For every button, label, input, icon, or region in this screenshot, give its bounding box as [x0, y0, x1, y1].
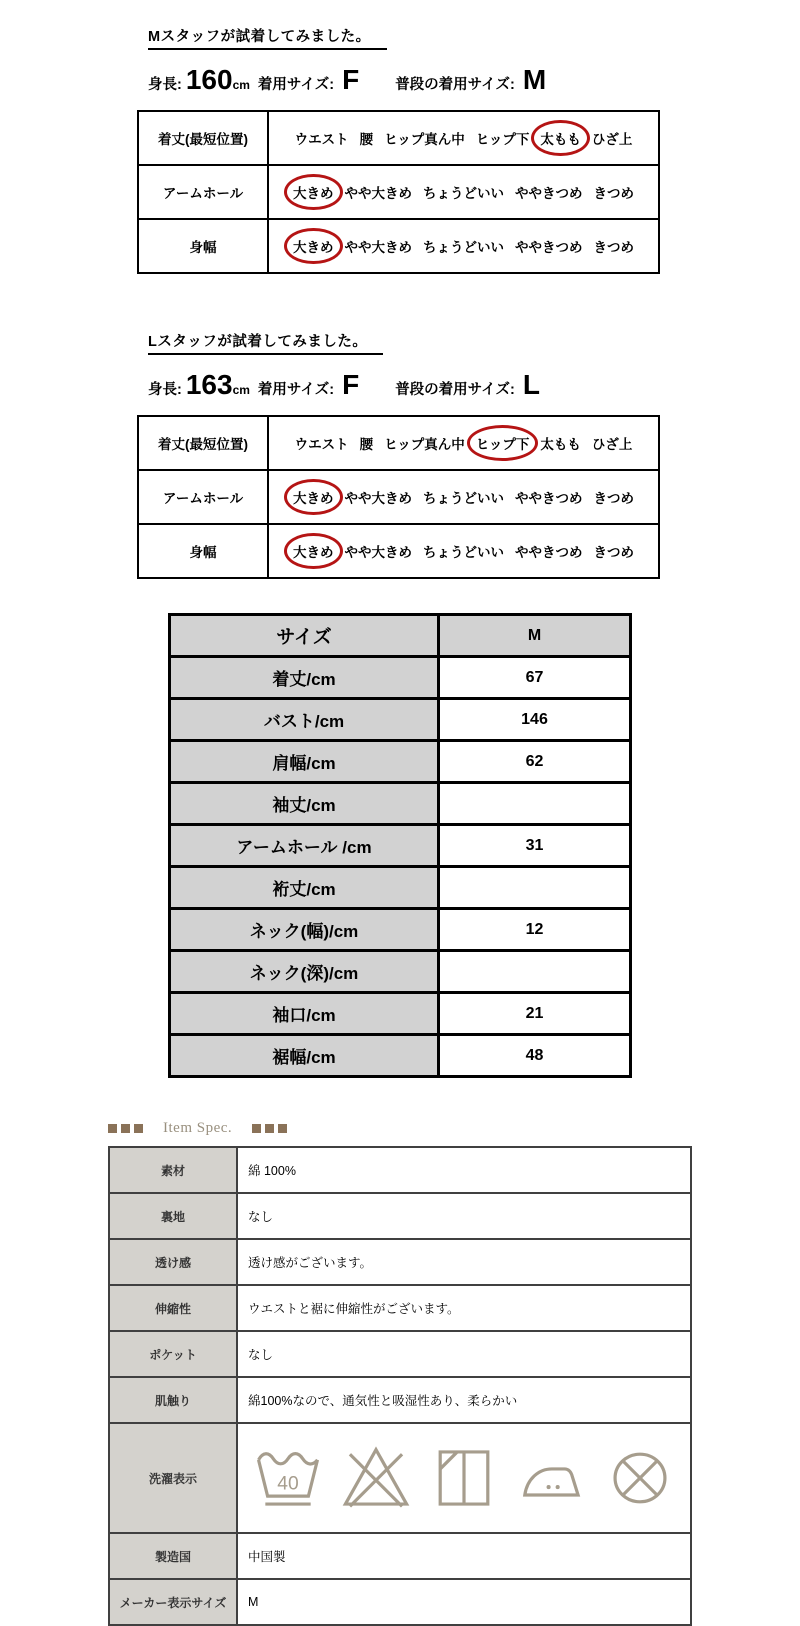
spec-table-row [110, 1284, 690, 1330]
fit-row-options [269, 471, 658, 523]
spec-table-row [110, 1192, 690, 1238]
fit-option: きつめ [593, 186, 634, 201]
size-row-value [440, 868, 629, 907]
size-row-label: ネック(深)/cm [171, 952, 440, 991]
size-row-value: 67 [440, 658, 629, 697]
item-spec-table [108, 1146, 692, 1626]
size-row-label: ネック(幅)/cm [171, 910, 440, 949]
fit-row-options [269, 417, 658, 469]
fit-option: ややきつめ [515, 545, 583, 560]
fit-option: やや大きめ [344, 491, 412, 506]
height-label: 身長: [148, 77, 182, 93]
spec-row-label: 洗濯表示 [110, 1424, 238, 1532]
fit-row-label: 身幅 [139, 525, 269, 577]
fit-option-circled: 大きめ [293, 541, 334, 561]
size-row-label: 着丈/cm [171, 658, 440, 697]
size-row-value [440, 952, 629, 991]
decor-squares-left-icon [108, 1124, 143, 1133]
spec-row-value: 綿100%なので、通気性と吸湿性あり、柔らかい [238, 1378, 690, 1422]
item-spec-title: Item Spec. [163, 1120, 233, 1136]
wear-size-value: F [342, 369, 360, 400]
fit-row-label: 着丈(最短位置) [139, 417, 269, 469]
spec-table-row [110, 1376, 690, 1422]
fit-option: ややきつめ [515, 186, 583, 201]
spec-row-label: 素材 [110, 1148, 238, 1192]
size-table-row [171, 655, 629, 697]
fit-row-label: アームホール [139, 471, 269, 523]
item-spec-header [108, 1120, 800, 1137]
fit-table-row [139, 164, 658, 218]
fit-row-options [269, 112, 658, 164]
spec-row-label: 裏地 [110, 1194, 238, 1238]
size-row-value: 31 [440, 826, 629, 865]
spec-table-row [110, 1532, 690, 1578]
spec-row-value: 透け感がございます。 [238, 1240, 690, 1284]
no-dry-clean-icon [606, 1444, 674, 1512]
spec-row-value: なし [238, 1194, 690, 1238]
no-bleach-icon [342, 1444, 410, 1512]
fit-option-circled: 大きめ [293, 182, 334, 202]
spec-table-row [110, 1330, 690, 1376]
size-table-row [171, 697, 629, 739]
usual-size-label: 普段の着用サイズ: [395, 77, 515, 93]
fit-option-circled: 太もも [540, 128, 581, 148]
size-table-row [171, 949, 629, 991]
fit-row-label: 身幅 [139, 220, 269, 272]
fit-table-m [137, 110, 660, 274]
fit-table-row [139, 417, 658, 469]
usual-size-value: L [522, 369, 540, 400]
fit-table-l [137, 415, 660, 579]
size-table-row [171, 907, 629, 949]
fit-option: きつめ [593, 240, 634, 255]
size-row-label: 袖口/cm [171, 994, 440, 1033]
fit-stats-m [148, 66, 800, 94]
size-row-label: 肩幅/cm [171, 742, 440, 781]
fit-row-options [269, 220, 658, 272]
fit-option: ウエスト [294, 132, 349, 147]
fit-option: やや大きめ [344, 186, 412, 201]
spec-table-row [110, 1578, 690, 1624]
spec-row-label: ポケット [110, 1332, 238, 1376]
spec-row-label: 透け感 [110, 1240, 238, 1284]
fit-section-l [0, 330, 800, 579]
fit-option: ちょうどいい [423, 186, 504, 201]
height-label: 身長: [148, 382, 182, 398]
wear-size-label: 着用サイズ: [257, 77, 335, 93]
fit-row-label: 着丈(最短位置) [139, 112, 269, 164]
fit-stats-l [148, 371, 800, 399]
spec-row-label: 肌触り [110, 1378, 238, 1422]
height-value: 163 [185, 369, 233, 400]
size-row-value: 48 [440, 1036, 629, 1075]
fit-heading-m: Mスタッフが試着してみました。 [148, 25, 387, 50]
size-row-label: 裄丈/cm [171, 868, 440, 907]
spec-table-row [110, 1238, 690, 1284]
fit-heading-l: Lスタッフが試着してみました。 [148, 330, 383, 355]
spec-row-label: メーカー表示サイズ [110, 1580, 238, 1624]
fit-option: ひざ上 [591, 132, 633, 147]
fit-table-row [139, 218, 658, 272]
wear-size-value: F [342, 64, 360, 95]
size-row-label: サイズ [171, 616, 440, 655]
usual-size-value: M [522, 64, 547, 95]
size-row-value: 62 [440, 742, 629, 781]
fit-option: ウエスト [294, 437, 349, 452]
fit-section-m [0, 0, 800, 274]
svg-text:40: 40 [277, 1473, 299, 1495]
fit-row-options [269, 166, 658, 218]
size-table-row [171, 616, 629, 655]
size-row-label: 袖丈/cm [171, 784, 440, 823]
fit-table-row [139, 469, 658, 523]
fit-option: ヒップ真ん中 [384, 132, 465, 147]
usual-size-label: 普段の着用サイズ: [395, 382, 515, 398]
fit-option: ちょうどいい [423, 240, 504, 255]
spec-row-value: ウエストと裾に伸縮性がございます。 [238, 1286, 690, 1330]
fit-option: 太もも [540, 437, 581, 452]
height-unit: cm [232, 383, 250, 397]
laundry-symbols [238, 1424, 690, 1532]
spec-row-value: 中国製 [238, 1534, 690, 1578]
size-row-label: 裾幅/cm [171, 1036, 440, 1075]
fit-option: 腰 [359, 437, 374, 452]
wear-size-label: 着用サイズ: [257, 382, 335, 398]
fit-option: ヒップ下 [475, 132, 530, 147]
height-value: 160 [185, 64, 233, 95]
size-table-row [171, 823, 629, 865]
size-table-row [171, 781, 629, 823]
fit-option-circled: 大きめ [293, 487, 334, 507]
fit-option: やや大きめ [344, 545, 412, 560]
size-row-value [440, 784, 629, 823]
size-row-value: 21 [440, 994, 629, 1033]
spec-row-value: なし [238, 1332, 690, 1376]
size-row-label: バスト/cm [171, 700, 440, 739]
fit-option: ちょうどいい [423, 545, 504, 560]
fit-row-options [269, 525, 658, 577]
iron-2dot-icon [518, 1444, 586, 1512]
fit-option-circled: ヒップ下 [476, 433, 530, 453]
fit-option: ちょうどいい [423, 491, 504, 506]
size-table-row [171, 991, 629, 1033]
fit-option: ヒップ真ん中 [384, 437, 465, 452]
size-row-value: M [440, 616, 629, 655]
fit-option: 腰 [359, 132, 374, 147]
fit-option: やや大きめ [344, 240, 412, 255]
size-table-row [171, 1033, 629, 1075]
size-row-value: 146 [440, 700, 629, 739]
fit-option-circled: 大きめ [293, 236, 334, 256]
spec-table-row [110, 1148, 690, 1192]
spec-row-label: 製造国 [110, 1534, 238, 1578]
fit-option: きつめ [593, 545, 634, 560]
fit-table-row [139, 112, 658, 164]
spec-table-row [110, 1422, 690, 1532]
fit-option: ひざ上 [591, 437, 633, 452]
fit-option: きつめ [593, 491, 634, 506]
wash-40-icon [254, 1444, 322, 1512]
decor-squares-right-icon [252, 1124, 287, 1133]
fit-option: ややきつめ [515, 240, 583, 255]
spec-row-label: 伸縮性 [110, 1286, 238, 1330]
fit-row-label: アームホール [139, 166, 269, 218]
shade-dry-icon [430, 1444, 498, 1512]
spec-row-value: 綿 100% [238, 1148, 690, 1192]
size-row-label: アームホール /cm [171, 826, 440, 865]
size-row-value: 12 [440, 910, 629, 949]
spec-row-value: M [238, 1580, 690, 1624]
fit-table-row [139, 523, 658, 577]
fit-option: ややきつめ [515, 491, 583, 506]
size-table-row [171, 865, 629, 907]
height-unit: cm [232, 78, 250, 92]
size-table-row [171, 739, 629, 781]
size-table [168, 613, 632, 1078]
